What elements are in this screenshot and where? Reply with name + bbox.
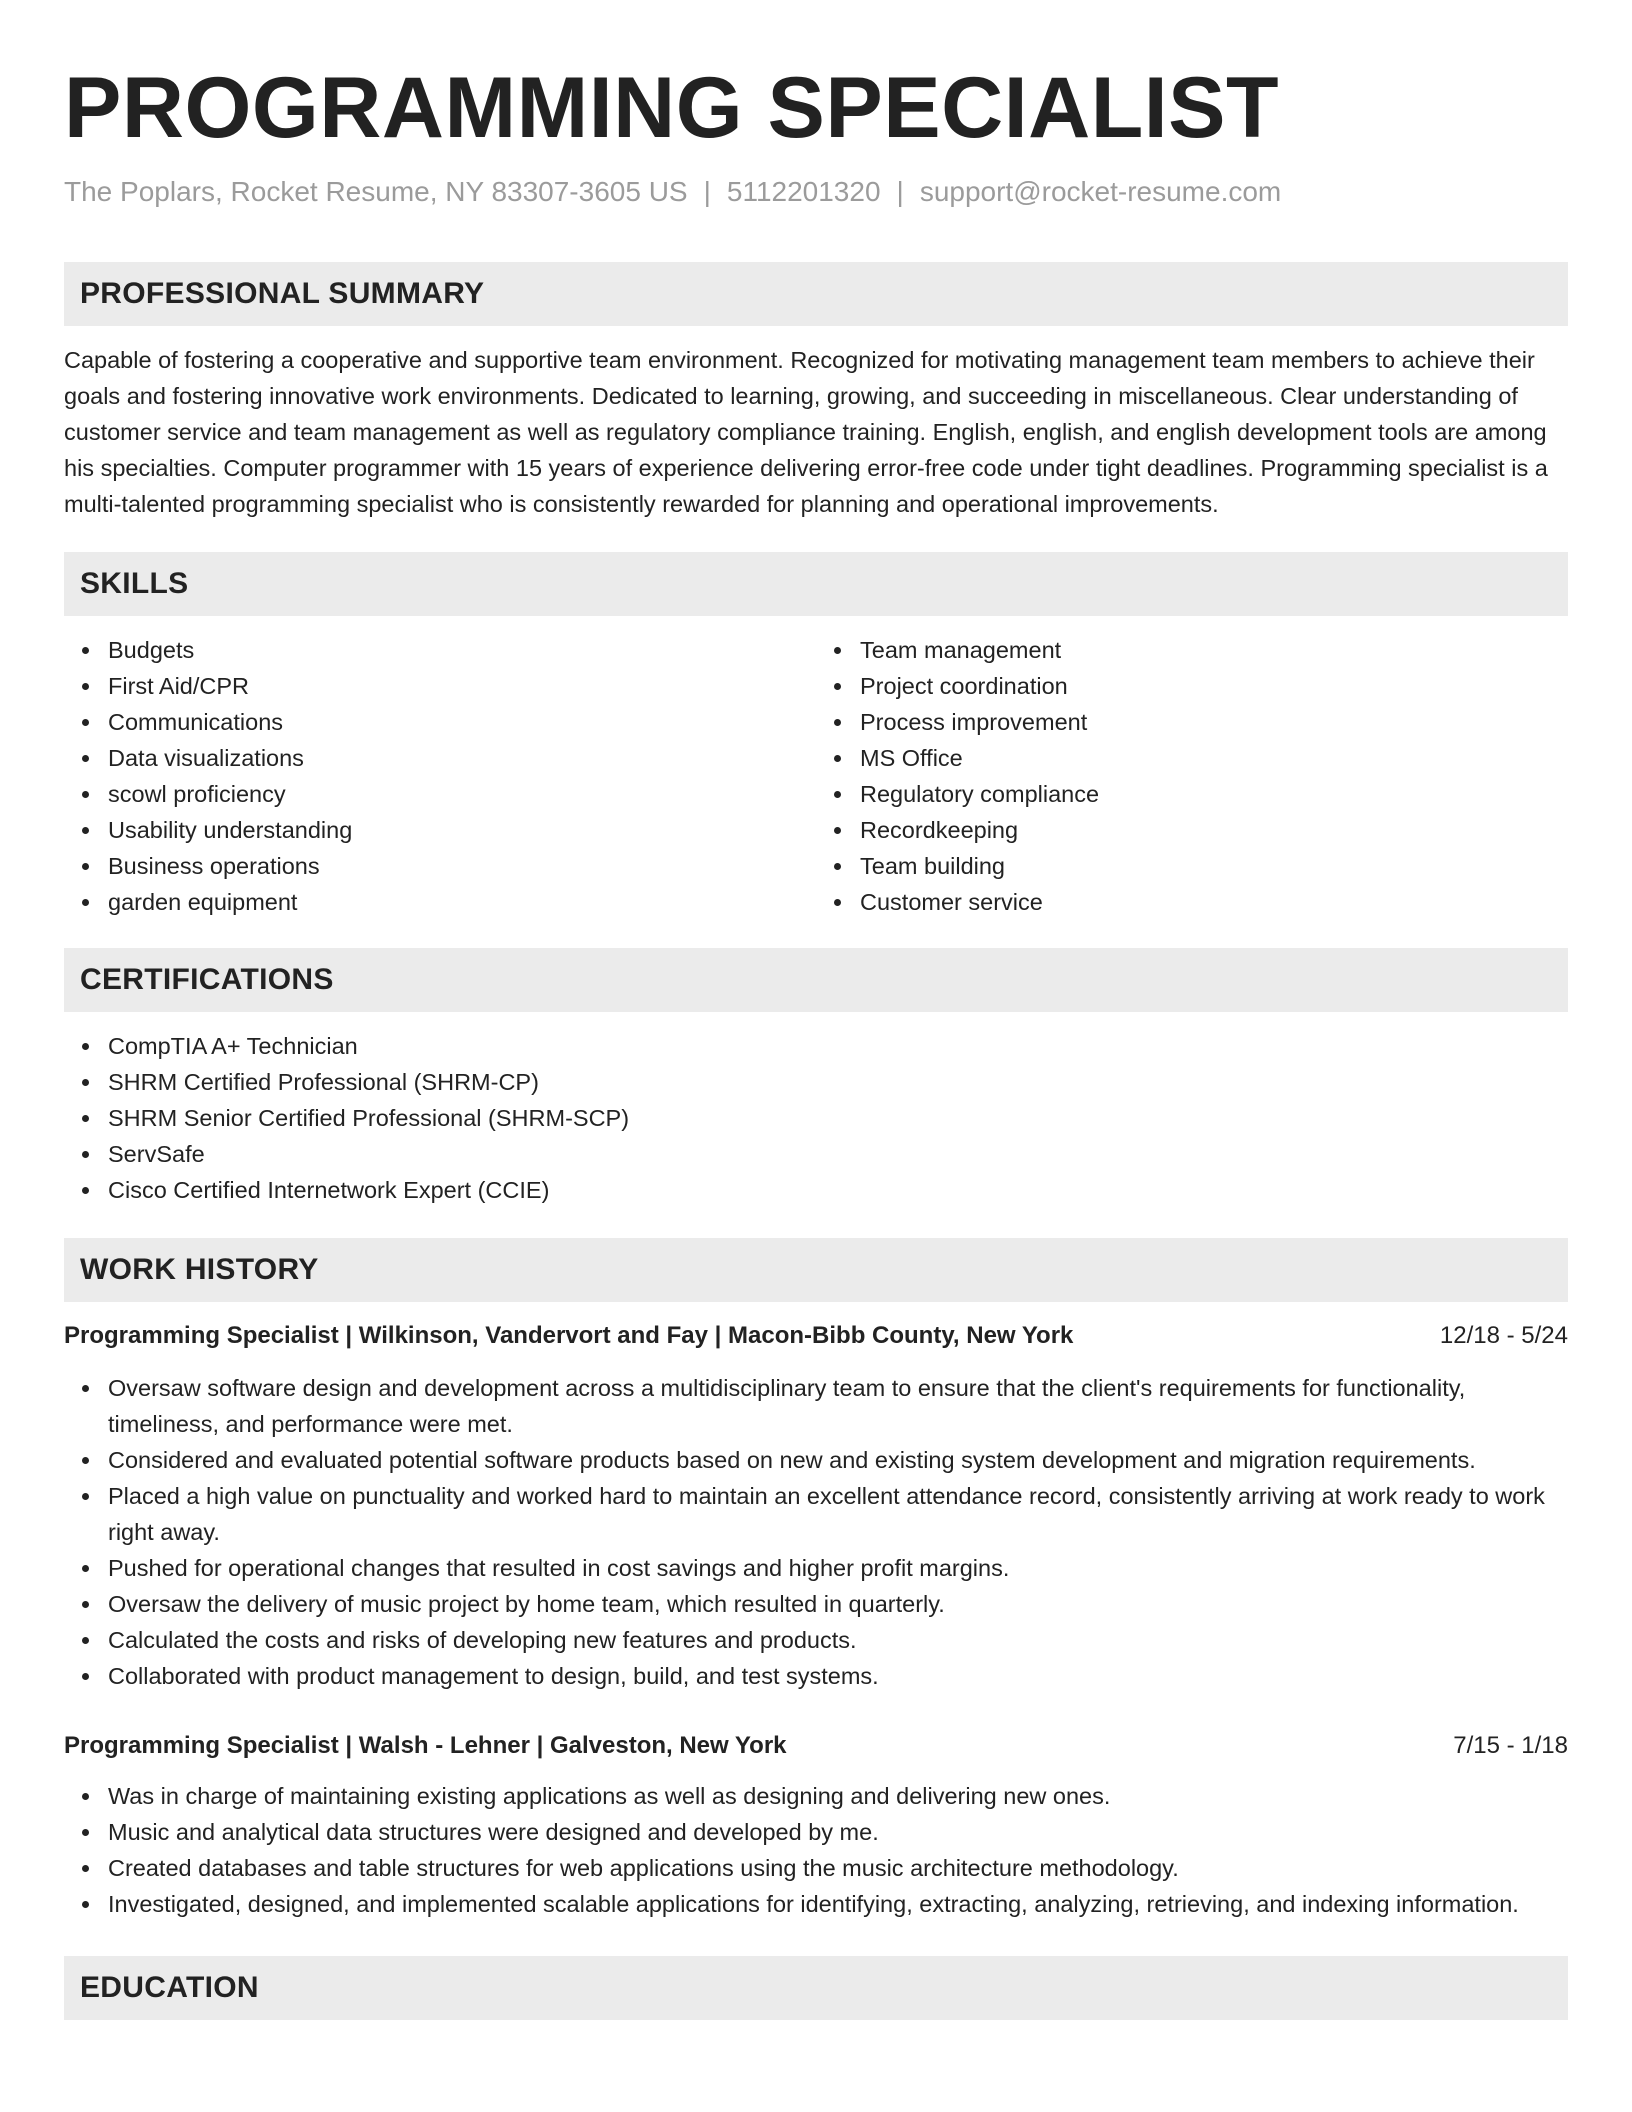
job-header: [64, 1728, 1568, 1764]
contact-separator: |: [896, 176, 904, 207]
skill-item: Recordkeeping: [860, 812, 1568, 848]
certifications-section: [64, 948, 1568, 1208]
contact-line: [64, 174, 1568, 210]
job-bullet: Was in charge of maintaining existing applications as well as designing and delivering new ones.: [108, 1778, 1568, 1814]
skills-list-left: [64, 632, 816, 920]
certification-item: Cisco Certified Internetwork Expert (CCIE): [108, 1172, 1568, 1208]
job-bullet: Oversaw the delivery of music project by home team, which resulted in quarterly.: [108, 1586, 1568, 1622]
job-header: [64, 1318, 1568, 1354]
skill-item: garden equipment: [108, 884, 816, 920]
skill-item: Regulatory compliance: [860, 776, 1568, 812]
skill-item: scowl proficiency: [108, 776, 816, 812]
job-bullets: [64, 1778, 1568, 1922]
skill-item: Team building: [860, 848, 1568, 884]
job-bullet: Collaborated with product management to design, build, and test systems.: [108, 1658, 1568, 1694]
job-bullet: Created databases and table structures for web applications using the music architecture methodology.: [108, 1850, 1568, 1886]
skill-item: Communications: [108, 704, 816, 740]
work-history-heading: WORK HISTORY: [64, 1238, 1568, 1302]
skills-column-right: [816, 632, 1568, 920]
certification-item: ServSafe: [108, 1136, 1568, 1172]
job-dates: 7/15 - 1/18: [1453, 1732, 1568, 1759]
contact-address: The Poplars, Rocket Resume, NY 83307-3605 US: [64, 176, 688, 207]
job-title: Programming Specialist | Wilkinson, Vandervort and Fay | Macon-Bibb County, New York: [64, 1322, 1074, 1349]
skill-item: Project coordination: [860, 668, 1568, 704]
job-bullet: Calculated the costs and risks of developing new features and products.: [108, 1622, 1568, 1658]
job-title: Programming Specialist | Walsh - Lehner | Galveston, New York: [64, 1732, 787, 1759]
contact-email: support@rocket-resume.com: [919, 176, 1282, 207]
summary-heading: PROFESSIONAL SUMMARY: [64, 262, 1568, 326]
skill-item: Process improvement: [860, 704, 1568, 740]
job-dates: 12/18 - 5/24: [1439, 1322, 1568, 1349]
candidate-name: PROGRAMMING SPECIALIST: [64, 60, 1280, 156]
job-bullet: Pushed for operational changes that resulted in cost savings and higher profit margins.: [108, 1550, 1568, 1586]
skill-item: MS Office: [860, 740, 1568, 776]
certification-item: CompTIA A+ Technician: [108, 1028, 1568, 1064]
skills-column-left: [64, 632, 816, 920]
job-entry: [64, 1318, 1568, 1694]
certification-item: SHRM Senior Certified Professional (SHRM-SCP): [108, 1100, 1568, 1136]
skills-heading: SKILLS: [64, 552, 1568, 616]
summary-section: [64, 262, 1568, 522]
skill-item: Team management: [860, 632, 1568, 668]
job-bullet: Music and analytical data structures were designed and developed by me.: [108, 1814, 1568, 1850]
skill-item: Usability understanding: [108, 812, 816, 848]
job-entry: [64, 1728, 1568, 1922]
skill-item: Data visualizations: [108, 740, 816, 776]
certification-item: SHRM Certified Professional (SHRM-CP): [108, 1064, 1568, 1100]
certifications-list: [64, 1028, 1568, 1208]
job-bullet: Placed a high value on punctuality and worked hard to maintain an excellent attendance record, consistently arriving at work ready to work right away.: [108, 1478, 1568, 1550]
certifications-heading: CERTIFICATIONS: [64, 948, 1568, 1012]
job-bullet: Oversaw software design and development across a multidisciplinary team to ensure that the client's requirements for functionality, timeliness, and performance were met.: [108, 1370, 1568, 1442]
education-section: [64, 1956, 1568, 2020]
summary-text: Capable of fostering a cooperative and supportive team environment. Recognized for motivating management team members to achieve their goals and fostering innovative work environments. Dedicated to learning, growing, and succeeding in miscellaneous. Clear understanding of customer service and team management as well as regulatory compliance training. English, english, and english development tools are among his specialties. Computer programmer with 15 years of experience delivering error-free code under tight deadlines. Programming specialist is a multi-talented programming specialist who is consistently rewarded for planning and operational improvements.: [64, 347, 1548, 517]
work-history-section: [64, 1238, 1568, 1922]
skill-item: Budgets: [108, 632, 816, 668]
job-bullets: [64, 1370, 1568, 1694]
contact-phone: 5112201320: [726, 176, 881, 207]
skills-list-right: [816, 632, 1568, 920]
contact-separator: |: [703, 176, 711, 207]
job-bullet: Investigated, designed, and implemented scalable applications for identifying, extracting, analyzing, retrieving, and indexing information.: [108, 1886, 1568, 1922]
skill-item: Customer service: [860, 884, 1568, 920]
skills-section: [64, 552, 1568, 920]
job-bullet: Considered and evaluated potential software products based on new and existing system development and migration requirements.: [108, 1442, 1568, 1478]
skill-item: Business operations: [108, 848, 816, 884]
education-heading: EDUCATION: [64, 1956, 1568, 2020]
skill-item: First Aid/CPR: [108, 668, 816, 704]
skills-grid: [64, 632, 1568, 920]
